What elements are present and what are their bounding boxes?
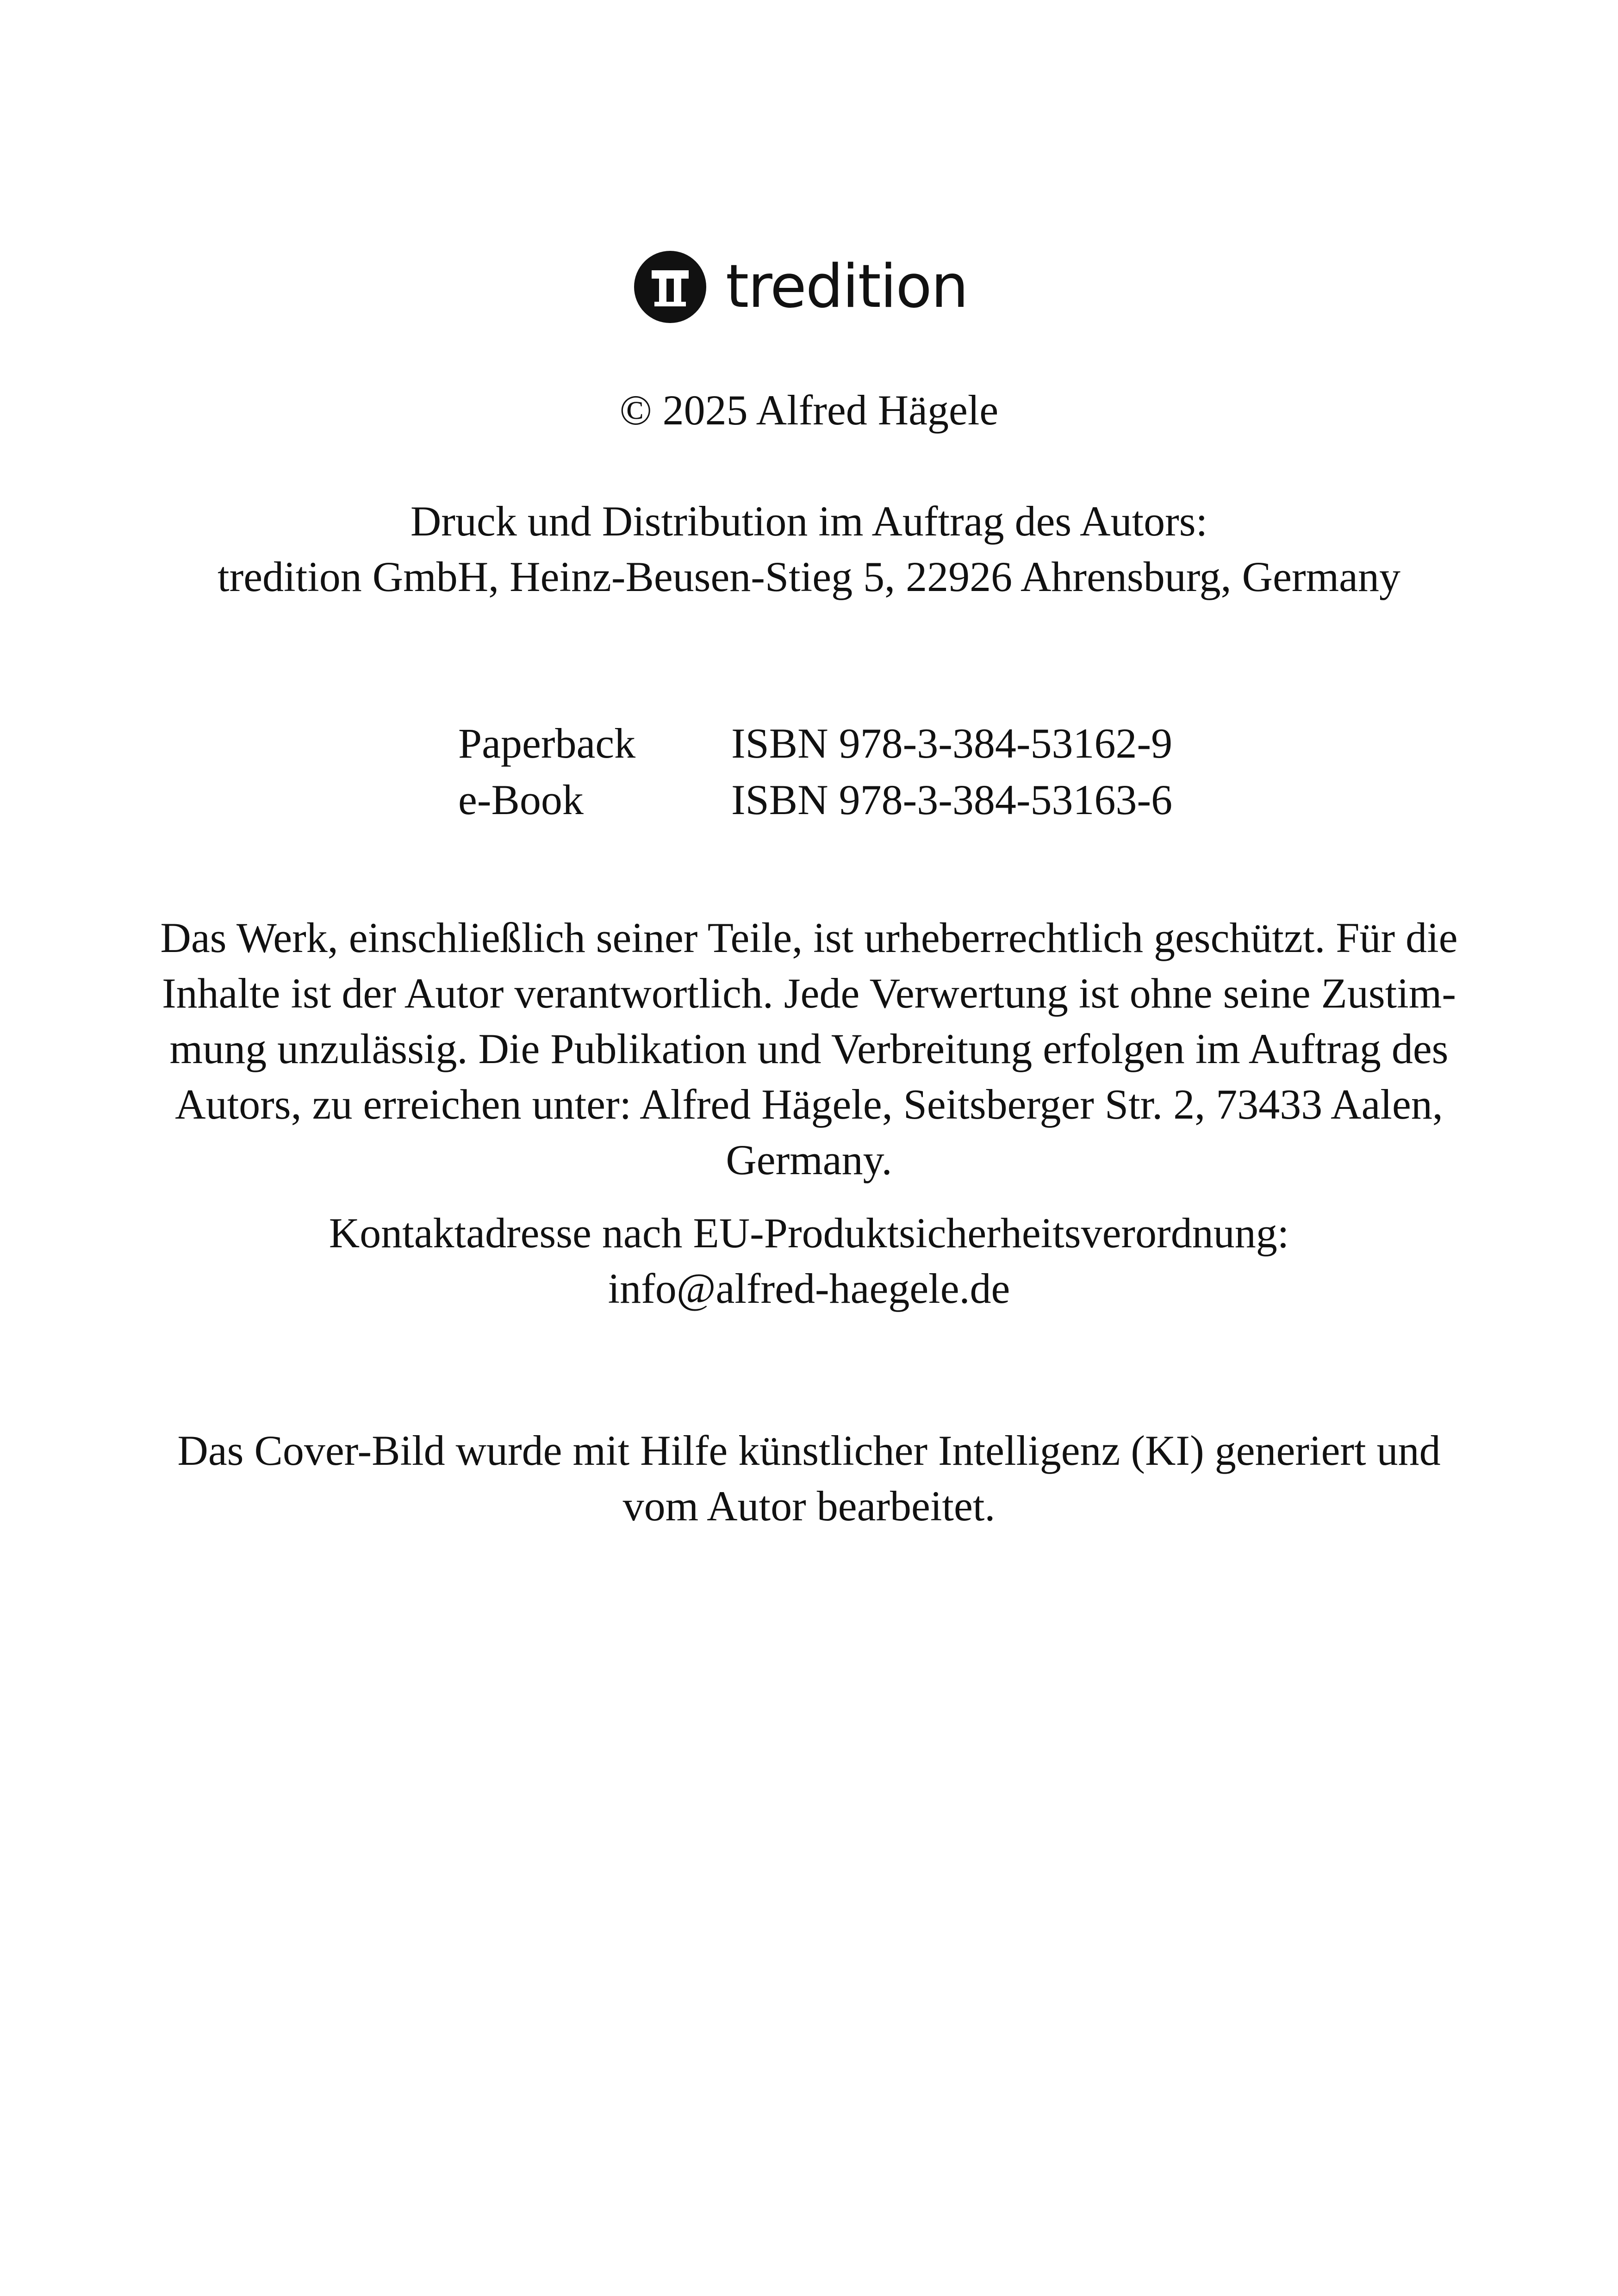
- contact-email: info@alfred-haegele.de: [608, 1265, 1010, 1312]
- contact-info: [0, 1205, 1618, 1316]
- publisher-wordmark: tredition: [726, 252, 968, 321]
- isbn-format: Paperback: [458, 720, 636, 767]
- printer-info: [0, 493, 1618, 604]
- isbn-number: ISBN 978-3-384-53163-6: [731, 776, 1173, 823]
- cover-note-line: vom Autor bearbeitet.: [622, 1482, 996, 1530]
- isbn-table: [458, 716, 1172, 828]
- rights-notice-line: Das Werk, einschließlich seiner Teile, ist urheberrechtlich geschützt. Für die: [160, 914, 1458, 961]
- rights-notice-line: mung unzulässig. Die Publikation und Verbreitung erfolgen im Auftrag des: [169, 1025, 1449, 1072]
- isbn-number: ISBN 978-3-384-53162-9: [731, 720, 1173, 767]
- isbn-row: [458, 772, 1172, 828]
- printer-info-line: Druck und Distribution im Auftrag des Autors:: [410, 498, 1208, 545]
- cover-note-line: Das Cover-Bild wurde mit Hilfe künstlicher Intelligenz (KI) generiert und: [177, 1427, 1441, 1474]
- rights-notice: [0, 910, 1618, 1188]
- rights-notice-line: Germany.: [726, 1136, 892, 1183]
- isbn-row: [458, 716, 1172, 772]
- copyright-line: © 2025 Alfred Hägele: [619, 386, 999, 434]
- rights-notice-line: Autors, zu erreichen unter: Alfred Hägele, Seitsberger Str. 2, 73433 Aalen,: [175, 1081, 1443, 1128]
- contact-label: Kontaktadresse nach EU-Produktsicherheitsverordnung:: [329, 1209, 1289, 1257]
- rights-notice-line: Inhalte ist der Autor verantwortlich. Jede Verwertung ist ohne seine Zustim-: [162, 970, 1456, 1017]
- publisher-logo: [634, 250, 968, 324]
- tredition-logo-icon: [634, 251, 706, 323]
- printer-address-line: tredition GmbH, Heinz-Beusen-Stieg 5, 22926 Ahrensburg, Germany: [218, 553, 1400, 600]
- cover-image-note: [0, 1423, 1618, 1534]
- isbn-format: e-Book: [458, 776, 584, 823]
